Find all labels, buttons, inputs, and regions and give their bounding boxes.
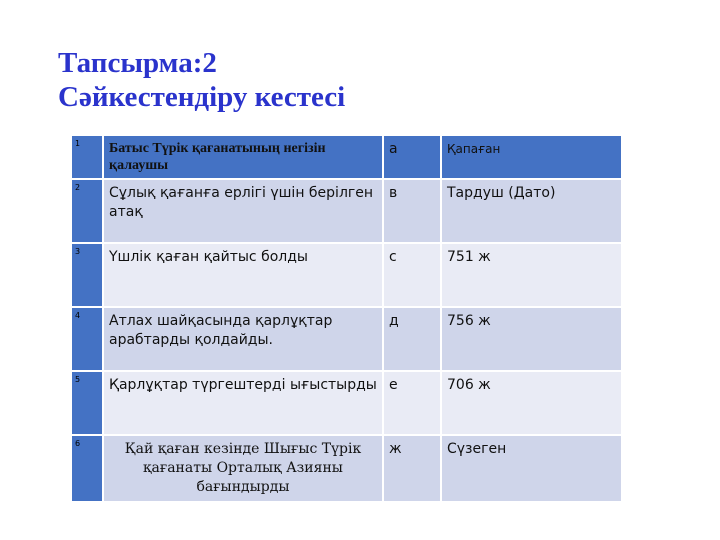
title-line-2: Сәйкестендіру кестесі bbox=[58, 81, 346, 113]
row-answer: Тардуш (Дато) bbox=[441, 179, 622, 243]
row-number: 1 bbox=[71, 135, 103, 179]
row-answer: 751 ж bbox=[441, 243, 622, 307]
title-line-1: Тапсырма:2 bbox=[58, 47, 217, 79]
row-number: 6 bbox=[71, 435, 103, 502]
row-letter: а bbox=[383, 135, 441, 179]
row-letter: ж bbox=[383, 435, 441, 502]
row-letter: е bbox=[383, 371, 441, 435]
row-answer: Қапаған bbox=[441, 135, 622, 179]
row-description-text: Батыс Түрік қағанатының негізін қалаушы bbox=[109, 141, 326, 173]
row-answer: Сүзеген bbox=[441, 435, 622, 502]
row-letter: в bbox=[383, 179, 441, 243]
row-number: 5 bbox=[71, 371, 103, 435]
row-answer: 756 ж bbox=[441, 307, 622, 371]
row-letter: д bbox=[383, 307, 441, 371]
table-row bbox=[71, 307, 622, 371]
matching-table bbox=[70, 134, 623, 503]
table-row bbox=[71, 435, 622, 502]
row-description: Атлах шайқасында қарлұқтар арабтарды қолдайды. bbox=[103, 307, 383, 371]
row-letter: с bbox=[383, 243, 441, 307]
row-description: Үшлік қаған қайтыс болды bbox=[103, 243, 383, 307]
table-row bbox=[71, 371, 622, 435]
row-number: 2 bbox=[71, 179, 103, 243]
row-description: Қарлұқтар түргештерді ығыстырды bbox=[103, 371, 383, 435]
row-number: 3 bbox=[71, 243, 103, 307]
table-row bbox=[71, 179, 622, 243]
row-answer: 706 ж bbox=[441, 371, 622, 435]
row-number: 4 bbox=[71, 307, 103, 371]
row-description bbox=[103, 135, 383, 179]
slide-title bbox=[58, 46, 345, 114]
row-description: Қай қаған кезінде Шығыс Түрік қағанаты Орталық Азияны бағындырды bbox=[103, 435, 383, 502]
row-description: Сұлық қағанға ерлігі үшін берілген атақ bbox=[103, 179, 383, 243]
table-row bbox=[71, 135, 622, 179]
table-row bbox=[71, 243, 622, 307]
